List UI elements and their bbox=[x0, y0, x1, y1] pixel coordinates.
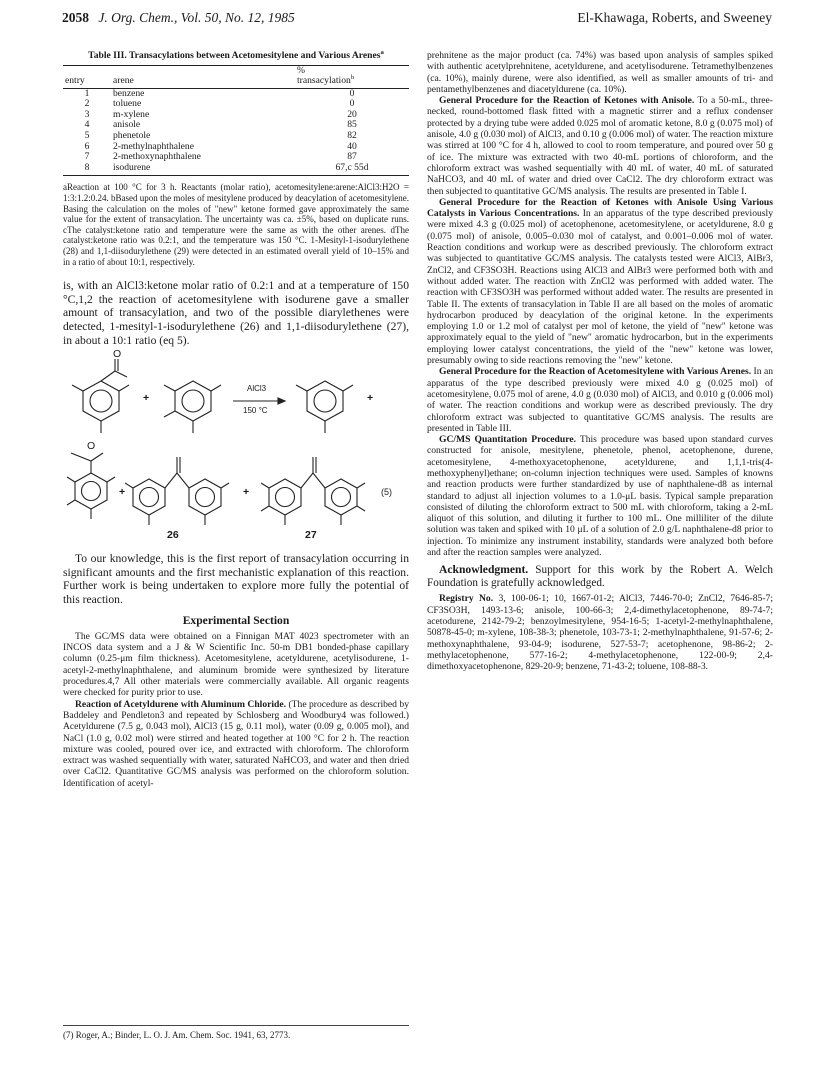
acknowledgment bbox=[427, 563, 773, 590]
paragraph-heading: Reaction of Acetyldurene with Aluminum Chloride. bbox=[75, 698, 287, 710]
compound-27-label: 27 bbox=[305, 529, 317, 542]
table-caption-note: a bbox=[380, 48, 384, 56]
plus-sign: + bbox=[143, 392, 150, 405]
paragraph-heading: General Procedure for the Reaction of Ketones with Anisole Using Various Catalysts in Various Concentrations. bbox=[427, 196, 773, 220]
cell-entry: 6 bbox=[84, 140, 90, 152]
registry-heading: Registry No. bbox=[439, 593, 494, 605]
cell-value: 20 bbox=[347, 108, 357, 120]
cell-arene: 2-methylnaphthalene bbox=[113, 140, 194, 152]
cell-entry: 4 bbox=[84, 119, 90, 131]
paragraph-body: To a 50-mL, three-necked, round-bottomed flask fitted with a magnetic stirrer and a reflux condenser protected by a drying tube were added 0.025 mol of aromatic ketone, 8.0 g (0.075 mol) of anisole, 4.0 g (0.030 mol) of AlCl3, and 0.10 g (0.006 mol) of water. The reaction mixture was stirred at 100 °C for 4 h, allowed to cool to room temperature, and poured over 50 g of ice. The mixture was extracted with two 40-mL portions of chloroform, and the chloroform extract was washed sequentially with 40 mL of water, 40 mL of saturated NaHCO3, and 40 mL of water and dried over CaCl2. The dry chloroform extract was then subjected to quantitative GC/MS analysis. The results are presented in Table I. bbox=[427, 95, 773, 197]
page-header bbox=[62, 10, 772, 32]
journal-citation: J. Org. Chem., Vol. 50, No. 12, 1985 bbox=[98, 10, 295, 25]
table-header-blank bbox=[111, 65, 295, 76]
paragraph: prehnitene as the major product (ca. 74%) was based upon analysis of samples spiked with authentic acetylprehnitene, acetyldurene, and acetylisodurene. Tetramethylbenzenes (ca. 10%), mainly durene, were also identified, as well as smaller amounts of tri- and pentamethylbenzenes and diacetyldurene (ca. 10%). bbox=[427, 50, 773, 95]
cell-value: 40 bbox=[347, 140, 357, 152]
cell-value: 85 bbox=[347, 119, 357, 131]
carbonyl-oxygen-label: O bbox=[113, 348, 122, 361]
paragraph-body: In an apparatus of the type described previously were mixed 4.3 g (0.025 mol) of acetophenone, acetomesitylene, or acetyldurene, 8.0 g (0.075 mol) of anisole, 0.005–0.030 mol of catalyst, and 0.001–0.006 mol of water. Reaction conditions and workup were as described previously. The chloroform extract was subjected to quantitative GC/MS analysis. The catalysts tested were AlCl3, AlBr3, ZnCl2, and CF3SO3H. Reactions using AlCl3 and AlBr3 were performed both with and without added water. The reaction with ZnCl2 was performed with added water. The reaction with CF3SO3H was performed without added water. The results are presented in Table II. The extents of transacylation in Table II are all based on the moles of aromatic hydrocarbon produced by deacylation of the original ketone. In the experiments employing 1.0 or 1.2 mol of catalyst per mol of ketone, the yield of "new" ketone was approximately equal to the yield of "new" aromatic hydrocarbon, but in the experiments employing lower catalyst concentrations, the yield of the "new" ketone was lower, presumably owing to side reactions removing the "new" ketone. bbox=[427, 208, 773, 367]
transacylation-table bbox=[63, 65, 409, 177]
cell-value: 0 bbox=[349, 87, 355, 99]
paragraph bbox=[427, 95, 773, 197]
cell-entry: 3 bbox=[84, 108, 90, 120]
cell-arene: anisole bbox=[113, 119, 141, 131]
paragraph bbox=[427, 366, 773, 434]
table-header-transacylation-text: transacylation bbox=[297, 75, 351, 87]
plus-sign: + bbox=[119, 486, 126, 499]
paragraph: The GC/MS data were obtained on a Finnigan MAT 4023 spectrometer with an INCOS data system and a J & W Scientific Inc. 50-m DB1 bonded-phase capillary column (0.25-μm film thickness). Acetomesitylene, acetyldurene, acetylisodurene, 1-acetyl-2-methylnaphthalene, and aluminum bromide were synthesized by literature procedures.4,7 All other materials were commercially available. All organic reagents were checked for purity prior to use. bbox=[63, 630, 409, 699]
cell-entry: 8 bbox=[63, 163, 111, 176]
table-header-transacylation bbox=[295, 73, 409, 88]
paragraph bbox=[427, 197, 773, 366]
section-heading: Experimental Section bbox=[182, 613, 290, 627]
cell-arene: 2-methoxynaphthalene bbox=[113, 151, 201, 163]
cell-value: 87 bbox=[347, 151, 357, 163]
plus-sign: + bbox=[243, 486, 250, 499]
paragraph bbox=[63, 699, 409, 789]
cell-arene: isodurene bbox=[111, 163, 295, 176]
carbonyl-oxygen-label: O bbox=[87, 440, 96, 453]
cell-entry: 5 bbox=[84, 130, 90, 142]
registry-numbers bbox=[427, 593, 773, 672]
registry-body: 3, 100-06-1; 10, 1667-01-2; AlCl3, 7446-70-0; ZnCl2, 7646-85-7; CF3SO3H, 1493-13-6; anisole, 100-66-3; 2,4-dimethylacetophenone, 89-74-7; acetodurene, 2142-79-2; benzoylmesitylene, 954-16-5; 1-acetyl-2-methylnaphthalene, 50878-45-0; m-xylene, 108-38-3; phenetole, 103-73-1; 2-methylnaphthalene, 91-57-6; 2-methoxynaphthalene, 93-04-9; isodurene, 527-53-7; acetophenone, 98-86-2; 2-methylacetophenone, 577-16-2; 4-methylacetophenone, 122-00-9; 2,4-dimethoxyacetophenone, 829-20-9; benzene, 71-43-2; toluene, 108-88-3. bbox=[427, 593, 774, 673]
cell-entry: 1 bbox=[84, 87, 90, 99]
right-column bbox=[427, 50, 773, 672]
cell-value: 0 bbox=[349, 98, 355, 110]
acknowledgment-body: Support for this work by the Robert A. Welch Foundation is gratefully acknowledged. bbox=[427, 564, 773, 590]
table-header-entry: entry bbox=[63, 76, 111, 88]
paragraph-heading: General Procedure for the Reaction of Ketones with Anisole. bbox=[439, 95, 695, 107]
cell-entry: 7 bbox=[84, 151, 90, 163]
compound-26-label: 26 bbox=[167, 529, 179, 542]
acknowledgment-heading: Acknowledgment. bbox=[439, 563, 529, 577]
table-header-arene: arene bbox=[111, 76, 295, 88]
cell-value: 82 bbox=[347, 130, 357, 142]
paragraph: is, with an AlCl3:ketone molar ratio of 0.2:1 and at a temperature of 150 °C,1,2 the reaction of acetomesitylene with isodurene gave a smaller amount of transacylation, and two of the possible diarylethenes were detected, 1-mesityl-1-isodurylethene (26) and 1,1-diisodurylethene (27), in about a 10:1 ratio (eq 5). bbox=[63, 279, 409, 347]
table-footnotes: aReaction at 100 °C for 3 h. Reactants (molar ratio), acetomesitylene:arene:AlCl3:H2O = 1:3:1.2:0.24. bBased upon the moles of mesitylene produced by deacylation of acetomesitylene. Basing the calculation on the moles of "new" ketone formed gave approximately the same value for the extent of transacylation. The uncertainty was ca. ±5%, based on duplicate runs. cThe catalyst:ketone ratio and temperature were the same as with the other arenes. dThe catalyst:ketone ratio was 0.2:1, and the temperature was 150 °C. 1-Mesityl-1-isodurylethene (28) and 1,1-diisodurylethene (29) were detected in an estimated overall yield of 10–15% and in a ratio of about 10:1, respectively. bbox=[63, 182, 409, 267]
cell-arene: benzene bbox=[113, 87, 145, 99]
scheme-drawing bbox=[63, 353, 409, 548]
reagent-catalyst: AlCl3 bbox=[247, 384, 267, 394]
reaction-scheme bbox=[63, 348, 409, 548]
paragraph bbox=[427, 434, 773, 558]
paragraph-heading: General Procedure for the Reaction of Acetomesitylene with Various Arenes. bbox=[439, 366, 752, 378]
left-column bbox=[63, 50, 409, 789]
paragraph-body: This procedure was based upon standard curves constructed for anisole, mesitylene, phenetole, phenol, acetophenone, durene, acetomesitylene, 4-methoxyacetophenone, acetyldurene, and 1,1,1-tris(4-methoxyphenyl)ethane; on-column injection techniques were used. Samples of knowns and reaction products were further standardized by use of naphthalene-d8 as internal standard to adjust all injection volumes to a 1.0-μL basis. Typical sample preparation consisted of diluting the chloroform extract to 500 mL with chloroform, taking a 2-mL aliquot of this solution, and diluting it further to 100 mL. One milliliter of the dilute solution was taken and spiked with 10 μL of a solution of 2.0 g/L naphthalene-d8 prior to injection. To minimize any instrument instability, standards were analyzed both before and after the reaction samples were analyzed. bbox=[427, 434, 773, 559]
paragraph-body: (The procedure as described by Baddeley and Pendleton3 and repeated by Schlosberg and Woodbury4 was followed.) Acetyldurene (7.5 g, 0.043 mol), AlCl3 (15 g, 0.11 mol), water (0.09 g, 0.005 mol), and NaCl (1.0 g, 0.02 mol) were stirred and heated together at 100 °C for 2 h. The reaction mixture was cooled, poured over ice, and extracted with chloroform. The chloroform extract was washed sequentially with water, saturated NaHCO3, and water and then dried over CaCl2. Quantitative GC/MS analysis was performed on the chloroform solution. Identification of acetyl- bbox=[63, 698, 409, 789]
table-caption bbox=[63, 50, 409, 62]
plus-sign: + bbox=[367, 392, 374, 405]
cell-value: 67,c 55d bbox=[295, 163, 409, 176]
cell-entry: 2 bbox=[84, 98, 90, 110]
equation-number: (5) bbox=[381, 487, 392, 498]
author-list: El-Khawaga, Roberts, and Sweeney bbox=[577, 10, 772, 25]
table-header-note: b bbox=[350, 73, 355, 81]
cell-arene: toluene bbox=[113, 98, 142, 110]
cell-arene: phenetole bbox=[113, 130, 151, 142]
cell-arene: m-xylene bbox=[113, 108, 150, 120]
paragraph: To our knowledge, this is the first report of transacylation occurring in significant amounts and the first mechanistic explanation of this reaction. Further work is being undertaken to explore more fully the potential of this reaction. bbox=[63, 552, 409, 606]
paragraph-body: In an apparatus of the type described previously were mixed 4.0 g (0.025 mol) of acetomesitylene, 0.075 mol of arene, 4.0 g (0.030 mol) of AlCl3, and 0.010 g (0.006 mol) of water. The reaction conditions and workup were as described previously. The dry chloroform extract was subjected to quantitative GC/MS analysis. The results are presented in Table III. bbox=[427, 366, 773, 434]
reagent-temperature: 150 °C bbox=[243, 406, 268, 416]
footnote: (7) Roger, A.; Binder, L. O. J. Am. Chem. Soc. 1941, 63, 2773. bbox=[63, 1025, 409, 1040]
table-row bbox=[63, 163, 409, 176]
table-caption-text: Table III. Transacylations between Acetomesitylene and Various Arenes bbox=[88, 50, 381, 61]
paragraph-heading: GC/MS Quantitation Procedure. bbox=[439, 434, 576, 446]
page-number: 2058 bbox=[62, 10, 89, 25]
table-header-pct: % bbox=[297, 64, 305, 76]
